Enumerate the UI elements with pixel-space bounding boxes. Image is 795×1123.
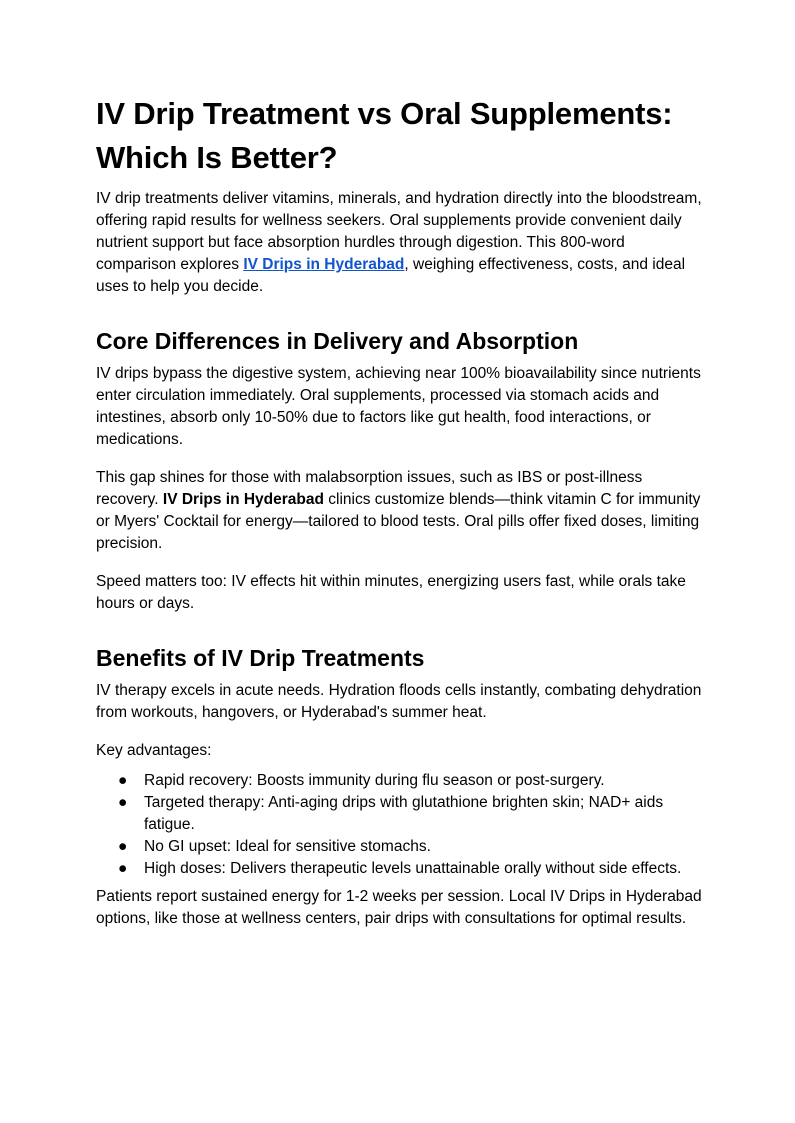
section-heading-benefits: Benefits of IV Drip Treatments	[96, 645, 425, 671]
bullet-icon: ●	[118, 794, 128, 811]
list-item	[96, 858, 706, 880]
list-item	[96, 770, 706, 792]
bullet-icon: ●	[118, 838, 128, 855]
benefits-paragraph-2: Patients report sustained energy for 1-2 weeks per session. Local IV Drips in Hyderabad options, like those at wellness centers, pair drips with consultations for optimal results.	[96, 888, 702, 927]
intro-text-before: IV drip treatments deliver vitamins, minerals, and hydration directly into the bloodstream, offering rapid results for wellness seekers. Oral supplements provide convenient daily nutrient support but face absorption hurdles through digestion. This 800-word comparison explores	[96, 190, 702, 273]
document-page	[96, 92, 706, 930]
paragraph-text: This gap shines for those with malabsorption issues, such as IBS or post-illness recovery.	[96, 469, 643, 508]
list-item-text: High doses: Delivers therapeutic levels unattainable orally without side effects.	[144, 860, 682, 877]
list-item	[96, 792, 706, 836]
paragraph-text: clinics customize blends—think vitamin C for immunity or Myers' Cocktail for energy—tailored to blood tests. Oral pills offer fixed doses, limiting precision.	[96, 491, 701, 552]
list-item-text: Targeted therapy: Anti-aging drips with glutathione brighten skin; NAD+ aids fatigue.	[144, 794, 664, 833]
core-differences-paragraph-3: Speed matters too: IV effects hit within minutes, energizing users fast, while orals take hours or days.	[96, 573, 686, 612]
iv-drips-hyderabad-link[interactable]: IV Drips in Hyderabad	[243, 256, 405, 273]
key-advantages-label: Key advantages:	[96, 742, 212, 759]
advantages-list	[96, 770, 706, 880]
section-heading-core-differences: Core Differences in Delivery and Absorption	[96, 328, 579, 354]
list-item	[96, 836, 706, 858]
list-item-text: Rapid recovery: Boosts immunity during flu season or post-surgery.	[144, 772, 605, 789]
bold-keyword: IV Drips in Hyderabad	[162, 491, 324, 508]
core-differences-paragraph-1: IV drips bypass the digestive system, achieving near 100% bioavailability since nutrients enter circulation immediately. Oral supplements, processed via stomach acids and intestines, absorb only 10-50% due to factors like gut health, food interactions, or medications.	[96, 365, 701, 448]
benefits-paragraph-1: IV therapy excels in acute needs. Hydration floods cells instantly, combating dehydration from workouts, hangovers, or Hyderabad's summer heat.	[96, 682, 702, 721]
intro-text-after: , weighing effectiveness, costs, and ideal uses to help you decide.	[96, 256, 686, 295]
list-item-text: No GI upset: Ideal for sensitive stomachs.	[144, 838, 431, 855]
bullet-icon: ●	[118, 860, 128, 877]
page-title: IV Drip Treatment vs Oral Supplements: Which Is Better?	[96, 96, 673, 175]
bullet-icon: ●	[118, 772, 128, 789]
intro-paragraph	[96, 188, 706, 298]
core-differences-paragraph-2	[96, 467, 706, 555]
